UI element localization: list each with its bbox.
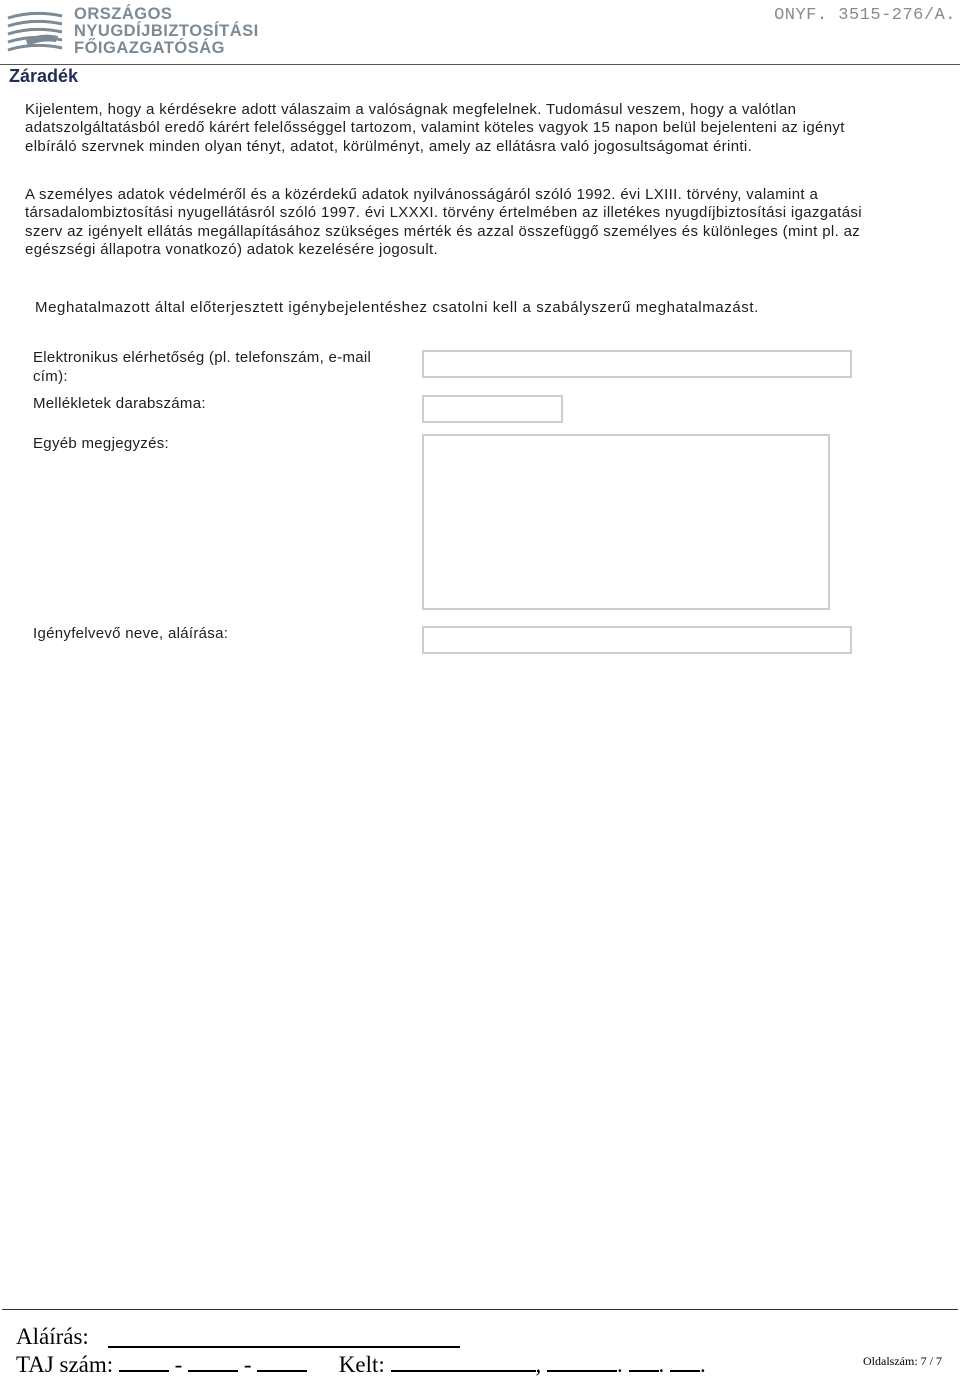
contact-field[interactable] (422, 350, 852, 378)
taj-blank-3[interactable] (257, 1352, 307, 1372)
page-label: Oldalszám: (863, 1354, 918, 1368)
other-notes-label: Egyéb megjegyzés: (33, 435, 170, 452)
taj-date-row (16, 1352, 706, 1378)
taj-blank-2[interactable] (188, 1352, 238, 1372)
date-month-blank[interactable] (629, 1352, 659, 1372)
other-notes-field[interactable] (422, 434, 830, 610)
page-number (863, 1354, 942, 1369)
claimant-signature-field[interactable] (422, 626, 852, 654)
attachments-count-field[interactable] (422, 395, 563, 423)
page-value: 7 / 7 (920, 1354, 942, 1368)
logo-line-1: ORSZÁGOS (74, 5, 173, 23)
section-title: Záradék (9, 66, 79, 86)
signature-label: Aláírás: (16, 1324, 89, 1349)
date-year-blank[interactable] (547, 1352, 617, 1372)
declaration-paragraph: Kijelentem, hogy a kérdésekre adott válaszaim a valóságnak megfelelnek. Tudomásul veszem, hogy a valótlan adatszolgáltatásból eredő kárért felelősséggel tartozom, valamint köteles vagyok 15 napon belül bejelenteni az igényt elbíráló szervnek minden olyan tényt, adatot, körülményt, amely az ellátásra való jogosultságomat érinti. (25, 101, 845, 155)
date-day-blank[interactable] (670, 1352, 700, 1372)
logo-emblem-icon (6, 6, 66, 58)
onyf-logo (6, 4, 266, 60)
date-dot-1: . (617, 1352, 623, 1377)
taj-blank-1[interactable] (119, 1352, 169, 1372)
authorization-note: Meghatalmazott által előterjesztett igénybejelentéshez csatolni kell a szabályszerű meghatalmazást. (35, 299, 759, 316)
date-comma: , (535, 1352, 542, 1377)
date-label: Kelt: (338, 1352, 385, 1377)
logo-line-3: FŐIGAZGATÓSÁG (74, 39, 226, 57)
contact-label: Elektronikus elérhetőség (pl. telefonszám, e-mail cím): (33, 349, 372, 385)
claimant-label: Igényfelvevő neve, aláírása: (33, 625, 229, 642)
footer-divider (2, 1309, 958, 1310)
data-protection-paragraph: A személyes adatok védelméről és a közérdekű adatok nyilvánosságáról szóló 1992. évi LXIII. törvény, valamint a társadalombiztosítási nyugellátásról szóló 1997. évi LXXXI. törvény értelmében az illetékes nyugdíjbiztosítási igazgatási szerv az igényelt ellátás megállapításához szükséges mérték és azzal összefüggő személyes és különleges (mint pl. az egészségi állapotra vonatkozó) adatok kezelésére jogosult. (25, 186, 862, 258)
logo-line-2: NYUGDÍJBIZTOSÍTÁSI (74, 22, 259, 40)
taj-dash-1: - (174, 1352, 183, 1377)
date-dot-3: . (700, 1352, 706, 1377)
logo-text (74, 6, 259, 57)
signature-line[interactable] (108, 1346, 460, 1348)
document-id: ONYF. 3515-276/A. (774, 6, 956, 25)
taj-dash-2: - (243, 1352, 252, 1377)
date-dot-2: . (658, 1352, 665, 1377)
taj-label: TAJ szám: (16, 1352, 114, 1377)
attachments-label: Mellékletek darabszáma: (33, 395, 206, 412)
date-place-blank[interactable] (391, 1352, 536, 1372)
header-divider (0, 64, 960, 65)
